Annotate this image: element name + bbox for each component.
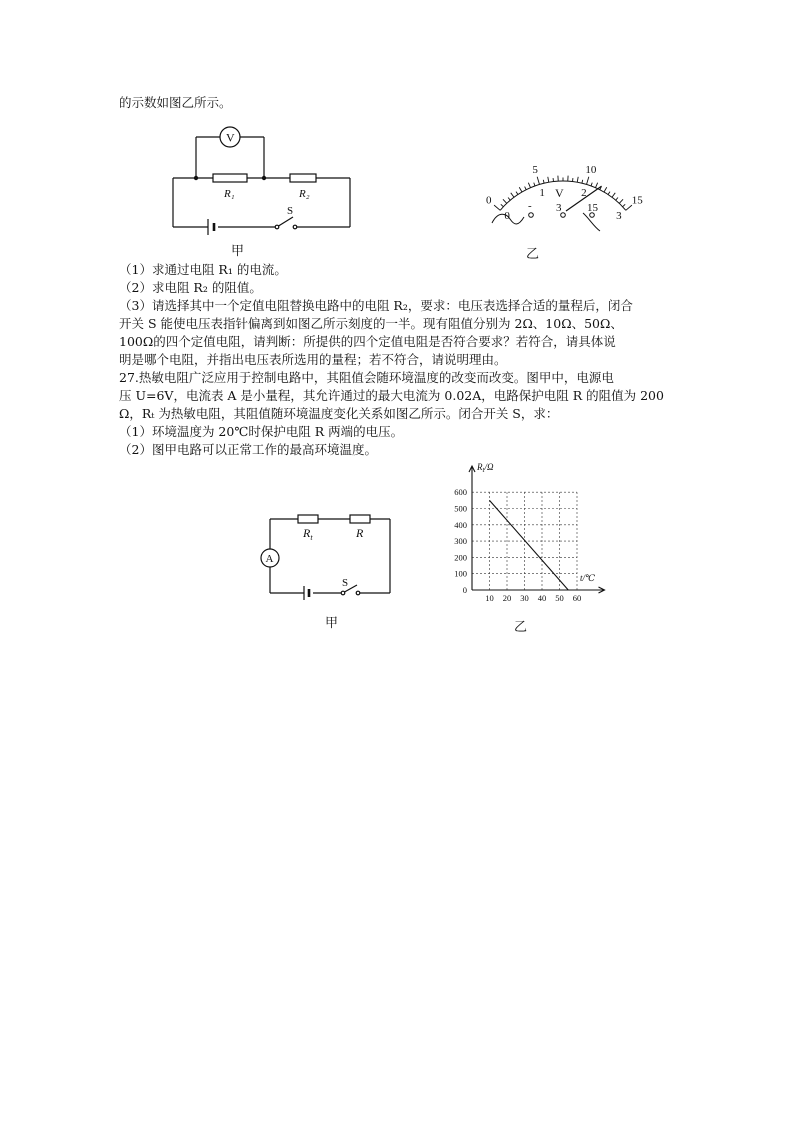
terminal-15-label: 15	[587, 202, 598, 214]
text-line: 压 U=6V，电流表 A 是小量程，其允许通过的最大电流为 0.02A，电路保护电阻 R 的阻值为 200	[119, 388, 664, 403]
x-tick-label: 30	[520, 593, 529, 603]
text-line: （1）求通过电阻 R₁ 的电流。	[119, 262, 287, 277]
r-label: R	[356, 526, 364, 540]
x-tick-label: 50	[555, 593, 564, 603]
dial-tick	[528, 183, 530, 188]
circuit-diagram-2	[258, 510, 398, 600]
dial-tick	[537, 177, 539, 185]
dial-tick	[494, 205, 500, 210]
dial-tick	[511, 193, 514, 197]
text-line: 27.热敏电阻广泛应用于控制电路中，其阻值会随环境温度的改变而改变。图甲中，电源电	[119, 370, 614, 385]
dial-top-label: 15	[631, 194, 643, 207]
dial-tick	[612, 193, 615, 197]
dial-tick	[619, 199, 623, 203]
dial-tick	[516, 192, 518, 195]
text-line: （1）环境温度为 20℃时保护电阻 R 两端的电压。	[119, 424, 404, 439]
dial-tick	[503, 199, 507, 203]
dial-tick	[548, 177, 549, 182]
dial-top-label: 0	[485, 194, 492, 207]
voltmeter-label: V	[226, 130, 235, 145]
dial-tick	[525, 187, 527, 190]
dial-tick	[577, 177, 578, 182]
text-line: （2）图甲电路可以正常工作的最高环境温度。	[119, 442, 377, 457]
dial-top-label: 10	[585, 164, 597, 177]
resistor-r	[350, 515, 370, 523]
figure-caption: 甲	[325, 616, 339, 631]
figure-caption: 甲	[231, 244, 245, 259]
terminal-minus-label: -	[528, 200, 532, 212]
y-tick-label: 200	[454, 552, 467, 563]
text-line: （2）求电阻 R₂ 的阻值。	[119, 280, 262, 295]
rt-temperature-chart	[440, 458, 610, 608]
x-tick-label: 10	[485, 593, 494, 603]
y-tick-label: 300	[454, 536, 467, 547]
dial-tick	[587, 177, 589, 185]
text-line: （3）请选择其中一个定值电阻替换电路中的电阻 R₂，要求：电压表选择合适的量程后，闭合	[119, 298, 633, 313]
dial-bottom-label: 2	[581, 187, 587, 200]
text-line: 100Ω的四个定值电阻，请判断：所提供的四个定值电阻是否符合要求？若符合，请具体说	[119, 334, 616, 349]
y-tick-label: 600	[454, 487, 467, 498]
ammeter-label: A	[265, 553, 274, 565]
figure-caption: 乙	[514, 620, 528, 635]
y-axis-label: $R_t/\Omega$	[477, 462, 494, 474]
text-line: 的示数如图乙所示。	[119, 95, 232, 110]
dial-tick	[501, 204, 504, 206]
series-line	[490, 500, 569, 590]
y-tick-label: 100	[454, 568, 467, 579]
x-tick-label: 40	[537, 593, 547, 603]
dial-tick	[623, 204, 626, 206]
dial-bottom-label: 0	[504, 210, 510, 223]
dial-bottom-label: 1	[539, 187, 545, 200]
battery-symbol	[208, 219, 214, 235]
switch-symbol	[275, 217, 297, 229]
y-tick-label: 0	[462, 585, 467, 595]
circuit-diagram-1	[165, 125, 365, 237]
y-tick-label: 400	[454, 519, 467, 530]
y-tick-label: 500	[454, 503, 467, 514]
r2-label: R₂	[299, 188, 310, 200]
terminal-minus	[529, 213, 534, 218]
dial-tick	[595, 183, 597, 188]
text-line: Ω，Rₜ 为热敏电阻，其阻值随环境温度变化关系如图乙所示。闭合开关 S，求：	[119, 406, 559, 421]
dial-unit: V	[555, 186, 564, 200]
x-tick-label: 20	[502, 593, 512, 603]
x-tick-label: 60	[572, 593, 582, 603]
dial-tick	[604, 187, 607, 192]
switch-label: S	[342, 577, 349, 589]
resistor-r2	[290, 174, 316, 182]
figure-caption: 乙	[526, 247, 540, 262]
voltmeter-dial	[485, 143, 643, 235]
rt-label: $R_t$	[303, 526, 313, 542]
x-axis-label: t/℃	[580, 573, 596, 583]
switch-label: S	[287, 205, 294, 217]
text-line: 开关 S 能使电压表指针偏离到如图乙所示刻度的一半。现有阻值分别为 2Ω、10Ω、50Ω、	[119, 316, 623, 331]
dial-bottom-label: 3	[616, 210, 622, 223]
dial-tick	[591, 183, 592, 186]
text-line: 明是哪个电阻，并指出电压表所选用的量程；若不符合，请说明理由。	[119, 352, 507, 367]
r1-label: R₁	[224, 188, 235, 200]
dial-tick	[534, 183, 535, 186]
resistor-rt	[298, 515, 318, 523]
dial-tick	[519, 187, 522, 192]
terminal-3-label: 3	[556, 202, 562, 214]
resistor-r1	[213, 174, 247, 182]
dial-top-label: 5	[532, 164, 538, 177]
dial-tick	[608, 192, 610, 195]
battery-symbol	[304, 586, 309, 600]
dial-tick	[508, 198, 510, 201]
dial-tick	[616, 198, 618, 201]
